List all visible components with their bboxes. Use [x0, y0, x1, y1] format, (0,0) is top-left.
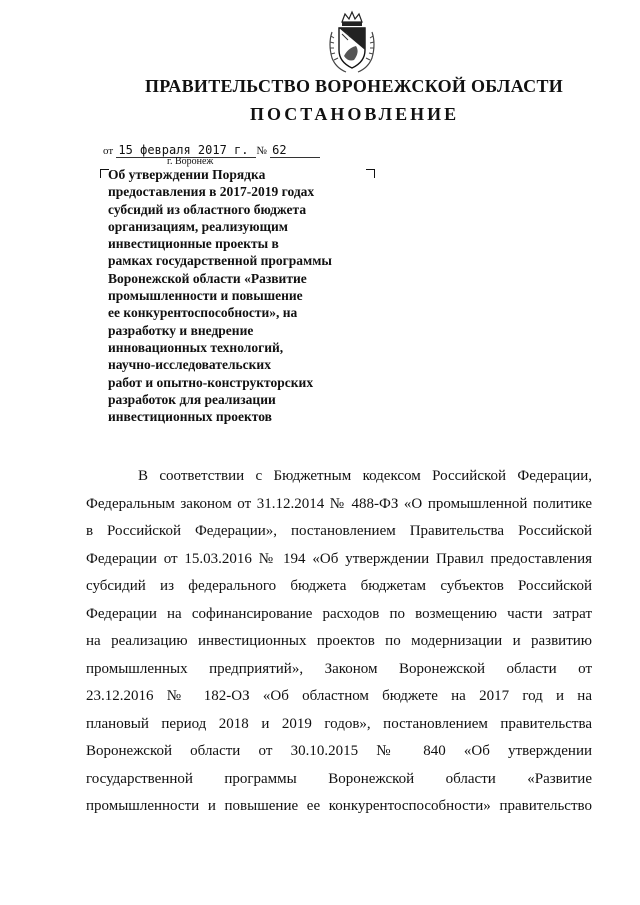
- title-line: субсидий из областного бюджета: [108, 201, 307, 217]
- body-line: промышленных предприятий», Законом Воронежской области от: [86, 660, 592, 677]
- coat-of-arms-emblem: [326, 10, 378, 76]
- body-line: на реализацию инвестиционных проектов по модернизации и развитию: [86, 633, 592, 649]
- title-line: разработок для реализации: [108, 391, 276, 407]
- title-line: инновационных технологий,: [108, 339, 284, 355]
- document-title: [108, 166, 370, 425]
- title-line: организациям, реализующим: [108, 218, 288, 234]
- title-line: научно-исследовательских: [108, 357, 271, 373]
- document-date: 15 февраля 2017 г.: [116, 143, 256, 158]
- body-line: Федеральным законом от 31.12.2014 № 488-ФЗ «О промышленной политике: [86, 495, 592, 512]
- body-line: государственной программы Воронежской области «Развитие: [86, 770, 592, 787]
- document-type: ПОСТАНОВЛЕНИЕ: [250, 104, 460, 124]
- body-line: в Российской Федерации», постановлением Правительства Российской: [86, 523, 592, 539]
- date-from-label: от: [103, 145, 114, 157]
- body-line: В соответствии с Бюджетным кодексом Российской Федерации,: [138, 468, 592, 484]
- title-line: инвестиционные проекты в: [108, 236, 279, 252]
- title-line: разработку и внедрение: [108, 322, 254, 338]
- number-label: №: [256, 145, 267, 157]
- body-line: субсидий из федерального бюджета бюджетам субъектов Российской: [86, 578, 592, 594]
- body-line: промышленности и повышение ее конкурентоспособности» правительство: [86, 798, 592, 814]
- body-line: Воронежской области от 30.10.2015 № 840 «Об утверждении: [86, 743, 592, 759]
- title-line: Воронежской области «Развитие: [108, 270, 307, 286]
- title-line: предоставления в 2017-2019 годах: [108, 184, 315, 200]
- body-paragraph: [86, 463, 592, 821]
- body-line: Федерации от 15.03.2016 № 194 «Об утверждении Правил предоставления: [86, 550, 592, 567]
- title-line: промышленности и повышение: [108, 288, 303, 304]
- city-label: г. Воронеж: [167, 156, 214, 167]
- title-line: Об утверждении Порядка: [108, 167, 266, 182]
- body-line: Федерации на софинансирование расходов по возмещению части затрат: [86, 605, 592, 622]
- body-line: 23.12.2016 № 182-ОЗ «Об областном бюджете на 2017 год и на: [86, 688, 592, 704]
- body-line: плановый период 2018 и 2019 годов», постановлением правительства: [86, 715, 592, 732]
- document-number: 62: [270, 143, 320, 158]
- organization-name: ПРАВИТЕЛЬСТВО ВОРОНЕЖСКОЙ ОБЛАСТИ: [145, 76, 564, 96]
- title-line: работ и опытно-конструкторских: [108, 374, 314, 390]
- title-line: инвестиционных проектов: [108, 409, 272, 425]
- title-line: рамках государственной программы: [108, 253, 332, 269]
- title-line: ее конкурентоспособности», на: [108, 305, 298, 321]
